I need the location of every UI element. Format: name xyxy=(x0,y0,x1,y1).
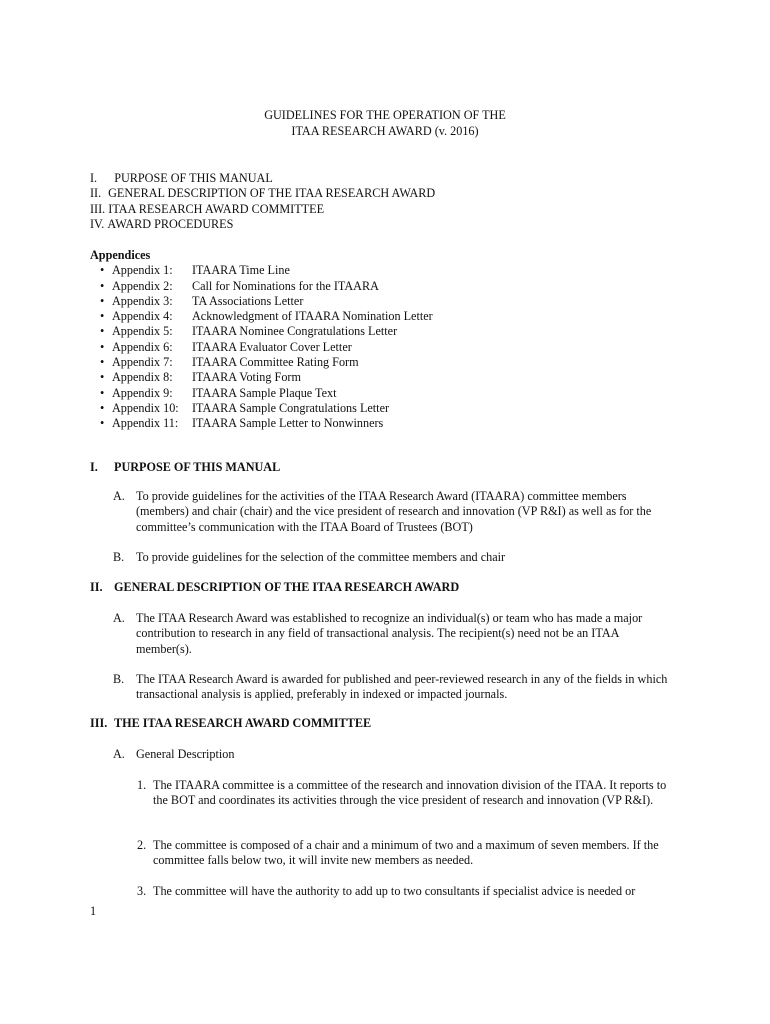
bullet: • xyxy=(100,400,105,415)
section-number: I. xyxy=(90,460,98,474)
appendix-name: Appendix 8: xyxy=(112,370,173,385)
paragraph-label: 3. xyxy=(137,884,147,898)
paragraph-label: A. xyxy=(113,747,125,761)
section-heading-committee xyxy=(90,716,371,731)
appendix-name: Appendix 10: xyxy=(112,400,179,415)
paragraph-label: 1. xyxy=(137,778,147,792)
appendices-heading: Appendices xyxy=(90,248,151,262)
appendix-title: ITAARA Committee Rating Form xyxy=(192,355,359,370)
appendix-item xyxy=(90,324,433,339)
paragraph-label: B. xyxy=(113,672,125,686)
numbered-paragraph-1 xyxy=(137,778,677,809)
appendix-title: ITAARA Evaluator Cover Letter xyxy=(192,339,352,354)
paragraph-1a xyxy=(113,489,673,535)
appendix-item xyxy=(90,294,433,309)
appendix-title: ITAARA Sample Congratulations Letter xyxy=(192,400,390,415)
bullet: • xyxy=(100,370,105,385)
paragraph-label: 2. xyxy=(137,838,147,852)
paragraph-2b xyxy=(113,672,673,703)
bullet: • xyxy=(100,324,105,339)
appendix-name: Appendix 7: xyxy=(112,355,173,370)
toc-item-number: II. xyxy=(90,186,102,201)
paragraph-text: To provide guidelines for the activities of the ITAA Research Award (ITAARA) committee members (members) and chair (chair) and the vice president of research and innovation (VP R&I) as well as for the committee’s communication with the ITAA Board of Trustees (BOT) xyxy=(136,489,652,534)
appendix-item xyxy=(90,263,433,278)
toc-item-label: ITAA RESEARCH AWARD COMMITTEE xyxy=(108,201,325,216)
bullet: • xyxy=(100,293,105,308)
paragraph-text: The ITAA Research Award is awarded for published and peer-reviewed research in any of the fields in which transactional analysis is applied, preferably in indexed or impacted journals. xyxy=(136,672,668,702)
toc-item xyxy=(90,217,435,232)
section-number: II. xyxy=(90,580,103,594)
section-title: GENERAL DESCRIPTION OF THE ITAA RESEARCH AWARD xyxy=(114,580,460,594)
appendix-item xyxy=(90,416,433,431)
appendix-name: Appendix 11: xyxy=(112,416,179,431)
appendix-item xyxy=(90,401,433,416)
toc-item xyxy=(90,186,435,201)
bullet: • xyxy=(100,278,105,293)
appendix-item xyxy=(90,370,433,385)
appendix-item xyxy=(90,386,433,401)
table-of-contents xyxy=(90,171,435,232)
bullet: • xyxy=(100,309,105,324)
toc-item xyxy=(90,171,435,186)
bullet: • xyxy=(100,416,105,431)
numbered-paragraph-3 xyxy=(137,884,677,899)
appendix-name: Appendix 5: xyxy=(112,324,173,339)
appendix-title: ITAARA Sample Plaque Text xyxy=(192,385,337,400)
page-number: 1 xyxy=(90,904,97,918)
appendix-title: Call for Nominations for the ITAARA xyxy=(192,278,379,293)
appendix-item xyxy=(90,309,433,324)
toc-item xyxy=(90,202,435,217)
appendices-list xyxy=(90,248,433,432)
appendix-title: ITAARA Time Line xyxy=(192,263,290,278)
paragraph-text: General Description xyxy=(136,747,235,761)
toc-item-number: I. xyxy=(90,171,98,185)
bullet: • xyxy=(100,263,105,278)
paragraph-text: The committee is composed of a chair and a minimum of two and a maximum of seven members. If the committee falls below two, it will invite new members as needed. xyxy=(153,838,659,868)
title-line-1: GUIDELINES FOR THE OPERATION OF THE xyxy=(264,108,506,122)
appendix-name: Appendix 1: xyxy=(112,263,173,278)
paragraph-2a xyxy=(113,611,673,657)
section-title: PURPOSE OF THIS MANUAL xyxy=(114,460,281,474)
appendix-item xyxy=(90,355,433,370)
toc-item-label: GENERAL DESCRIPTION OF THE ITAA RESEARCH AWARD xyxy=(108,186,436,201)
appendix-name: Appendix 4: xyxy=(112,309,173,324)
paragraph-text: The committee will have the authority to add up to two consultants if specialist advice is needed or xyxy=(153,884,636,898)
appendix-title: ITAARA Sample Letter to Nonwinners xyxy=(192,416,384,431)
appendix-item xyxy=(90,340,433,355)
bullet: • xyxy=(100,385,105,400)
bullet: • xyxy=(100,339,105,354)
paragraph-text: To provide guidelines for the selection of the committee members and chair xyxy=(136,550,506,564)
appendix-title: ITAARA Voting Form xyxy=(192,370,301,385)
toc-item-label: AWARD PROCEDURES xyxy=(107,216,234,231)
section-heading-general-description xyxy=(90,580,459,595)
section-heading-purpose xyxy=(90,460,280,475)
appendix-name: Appendix 6: xyxy=(112,339,173,354)
paragraph-label: A. xyxy=(113,489,125,503)
bullet: • xyxy=(100,355,105,370)
title-line-2: ITAA RESEARCH AWARD (v. 2016) xyxy=(291,124,479,138)
appendix-title: ITAARA Nominee Congratulations Letter xyxy=(192,324,398,339)
section-number: III. xyxy=(90,716,108,730)
paragraph-3a xyxy=(113,747,673,762)
paragraph-label: A. xyxy=(113,611,125,625)
document-title xyxy=(0,108,770,140)
appendix-title: TA Associations Letter xyxy=(192,293,304,308)
toc-item-number: III. xyxy=(90,201,106,216)
appendix-name: Appendix 3: xyxy=(112,293,173,308)
appendix-name: Appendix 9: xyxy=(112,385,173,400)
paragraph-text: The ITAARA committee is a committee of the research and innovation division of the ITAA. It reports to the BOT and coordinates its activities through the vice president of research and innovation (VP R&I). xyxy=(153,778,667,808)
section-title: THE ITAA RESEARCH AWARD COMMITTEE xyxy=(114,716,372,730)
appendix-title: Acknowledgment of ITAARA Nomination Letter xyxy=(192,309,433,324)
toc-item-number: IV. xyxy=(90,216,105,231)
paragraph-label: B. xyxy=(113,550,125,564)
appendix-name: Appendix 2: xyxy=(112,278,173,293)
paragraph-text: The ITAA Research Award was established to recognize an individual(s) or team who has made a major contribution to research in any field of transactional analysis. The recipient(s) need not be an ITAA member(s). xyxy=(136,611,643,656)
numbered-paragraph-2 xyxy=(137,838,677,869)
toc-item-label: PURPOSE OF THIS MANUAL xyxy=(114,171,273,185)
appendix-item xyxy=(90,279,433,294)
paragraph-1b xyxy=(113,550,673,565)
